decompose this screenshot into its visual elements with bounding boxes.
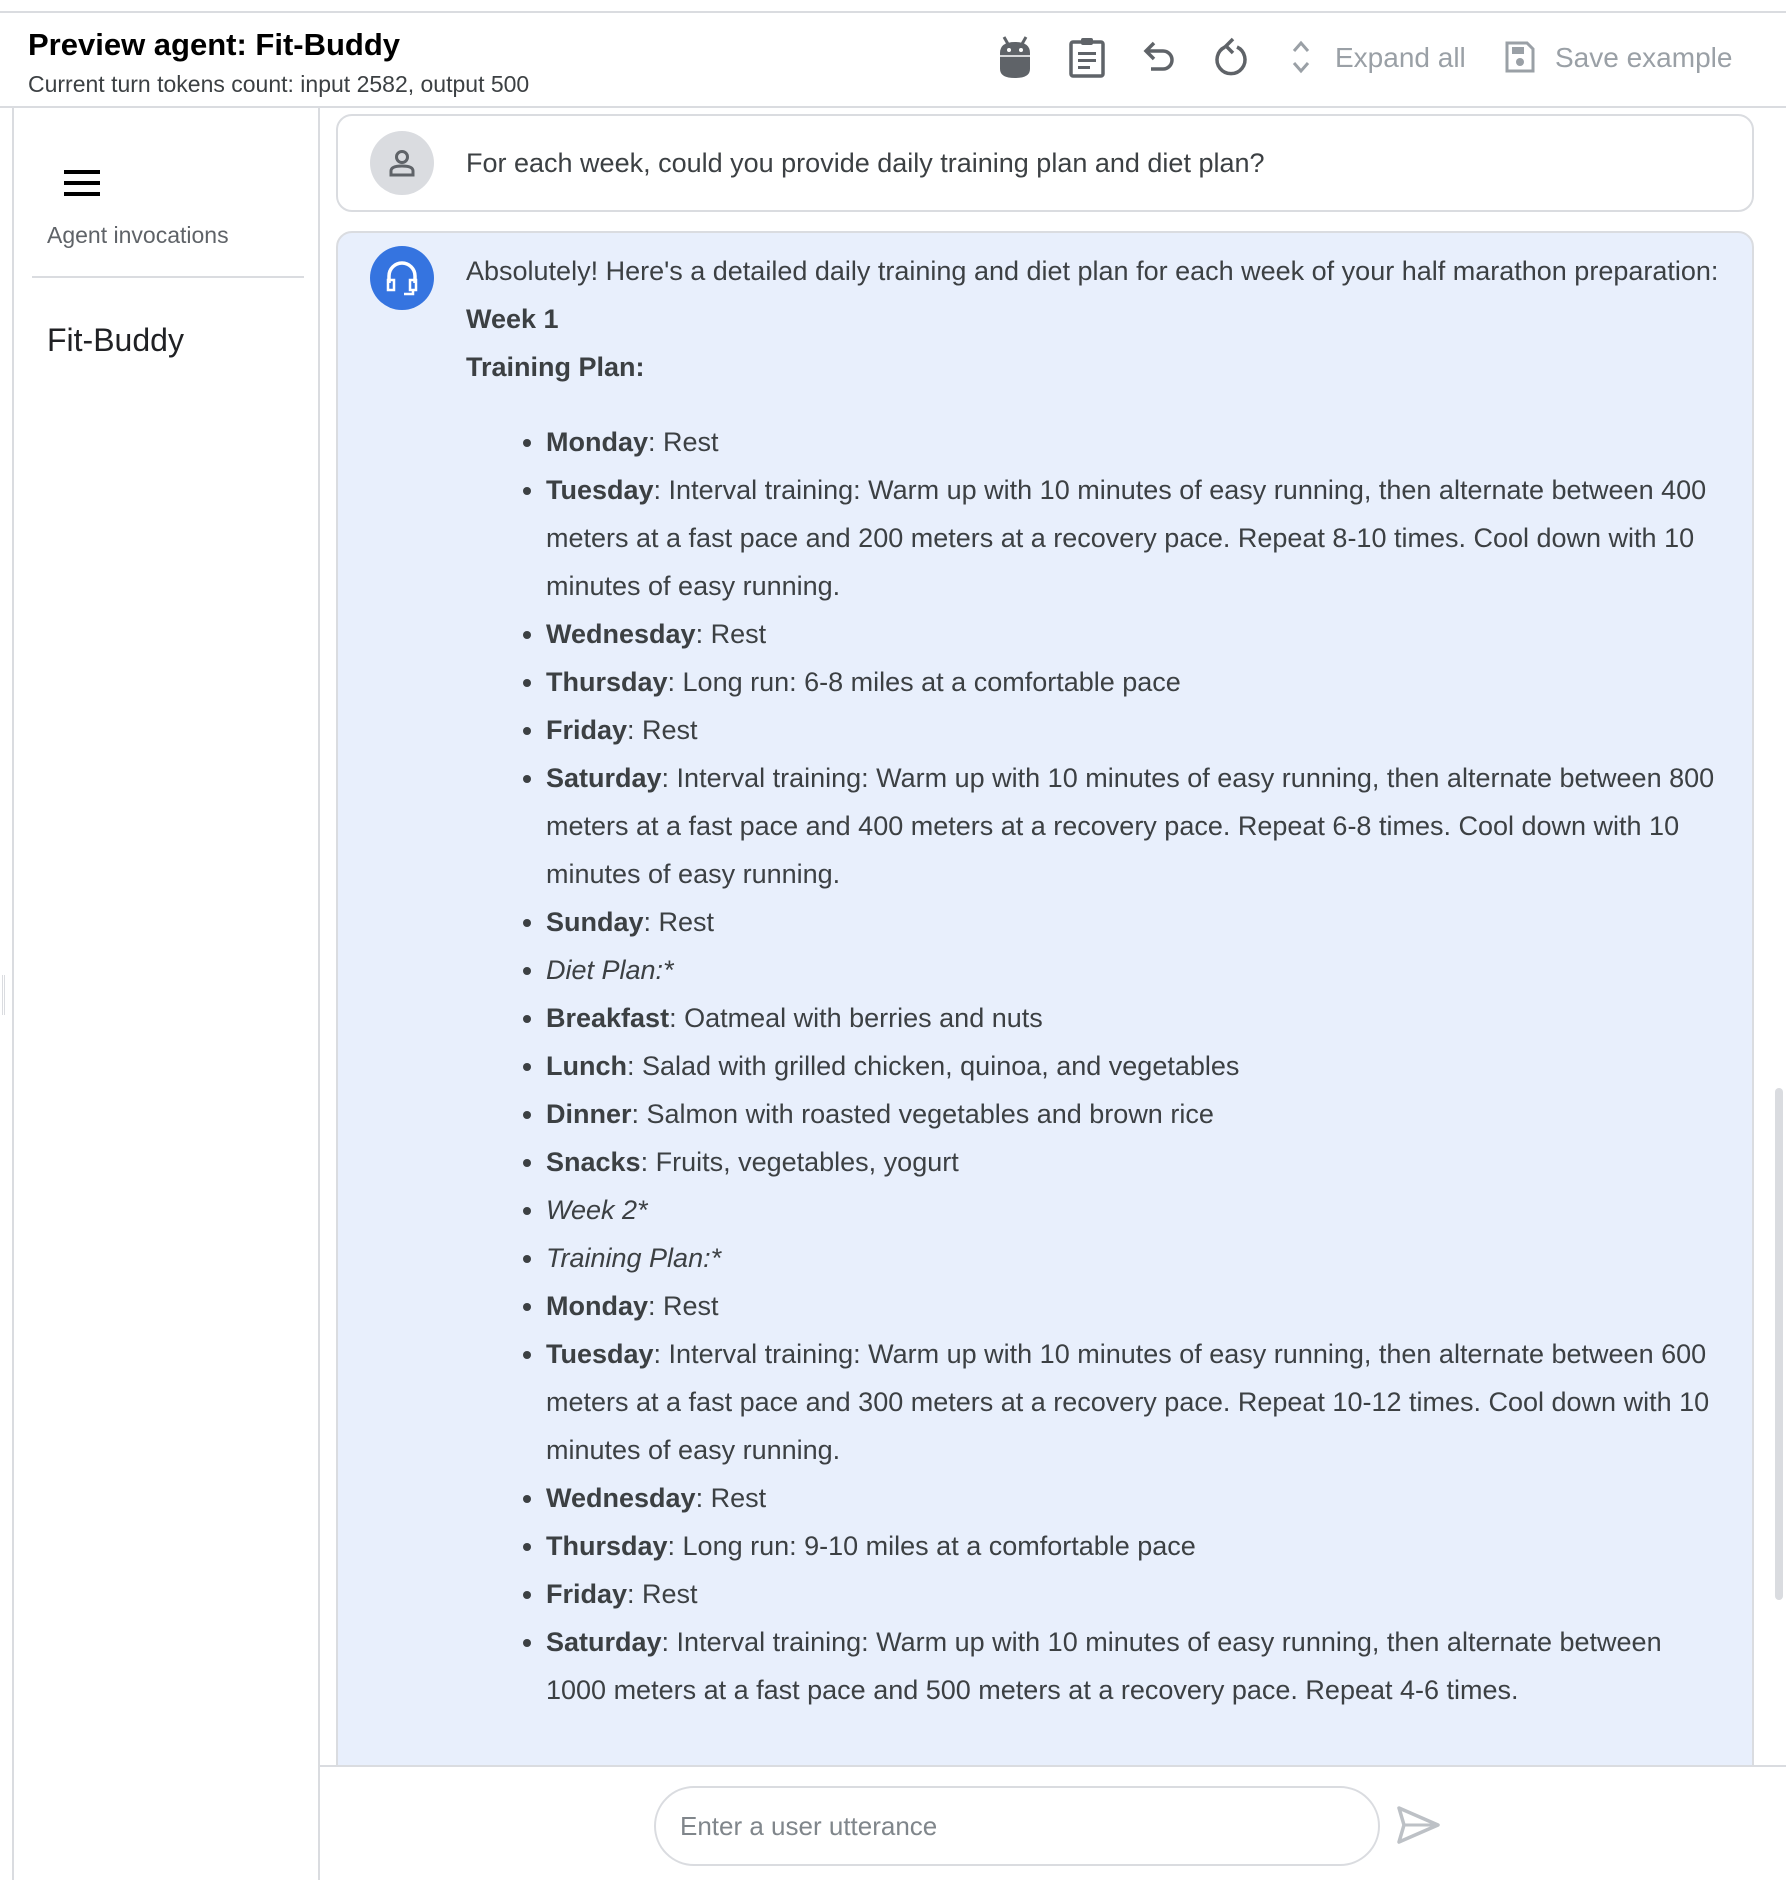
divider	[32, 276, 304, 278]
agent-message	[336, 231, 1754, 1765]
plan-list-item	[546, 1186, 1726, 1234]
plan-item-label: Thursday	[546, 667, 668, 697]
resize-handle[interactable]	[2, 975, 5, 1015]
plan-list-item	[546, 466, 1726, 610]
save-icon[interactable]	[1498, 35, 1542, 79]
user-message-text: For each week, could you provide daily training plan and diet plan?	[466, 148, 1265, 178]
page-title: Preview agent: Fit-Buddy	[28, 27, 401, 62]
expand-icon[interactable]	[1279, 35, 1323, 79]
debug-bug-icon[interactable]	[993, 35, 1037, 79]
plan-item-label: Tuesday	[546, 475, 654, 505]
plan-list-item	[546, 1330, 1726, 1474]
plan-item-text: : Rest	[648, 427, 719, 457]
plan-item-label: Wednesday	[546, 619, 696, 649]
plan-item-text: : Rest	[648, 1291, 719, 1321]
plan-list-item	[546, 1618, 1726, 1714]
plan-item-label: Snacks	[546, 1147, 641, 1177]
plan-item-label: Dinner	[546, 1099, 632, 1129]
sidebar	[12, 108, 320, 1880]
plan-item-text: : Interval training: Warm up with 10 minutes of easy running, then alternate between 400 meters at a fast pace and 200 meters at a recovery pace. Repeat 8-10 times. Cool down with 10 minutes of easy running.	[546, 475, 1707, 601]
plan-item-text: : Interval training: Warm up with 10 minutes of easy running, then alternate between 800 meters at a fast pace and 400 meters at a recovery pace. Repeat 6-8 times. Cool down with 10 minutes of easy running.	[546, 763, 1715, 889]
plan-item-label: Saturday	[546, 763, 662, 793]
plan-list-item	[546, 1138, 1726, 1186]
plan-list-item	[546, 1474, 1726, 1522]
plan-item-label: Thursday	[546, 1531, 668, 1561]
plan-item-text: : Interval training: Warm up with 10 minutes of easy running, then alternate between 1000 meters at a fast pace and 500 meters at a recovery pace. Repeat 4-6 times.	[546, 1627, 1662, 1705]
plan-subheading: Training Plan:*	[546, 1243, 722, 1273]
plan-subheading: Week 2*	[546, 1195, 648, 1225]
agent-intro: Absolutely! Here's a detailed daily training and diet plan for each week of your half marathon preparation:	[466, 256, 1719, 286]
plan-item-label: Wednesday	[546, 1483, 696, 1513]
plan-item-text: : Salmon with roasted vegetables and brown rice	[631, 1099, 1214, 1129]
plan-item-text: : Oatmeal with berries and nuts	[669, 1003, 1043, 1033]
plan-list-item	[546, 754, 1726, 898]
plan-item-label: Lunch	[546, 1051, 627, 1081]
plan-item-text: : Fruits, vegetables, yogurt	[640, 1147, 959, 1177]
send-icon[interactable]	[1396, 1805, 1442, 1845]
plan-item-label: Saturday	[546, 1627, 662, 1657]
plan-list-item	[546, 1522, 1726, 1570]
plan-list-item	[546, 418, 1726, 466]
plan-list	[466, 418, 1726, 1714]
week-heading: Week 1	[466, 304, 559, 334]
plan-item-text: : Rest	[627, 715, 698, 745]
plan-item-label: Monday	[546, 427, 649, 457]
plan-list-item	[546, 1570, 1726, 1618]
agent-invocations-label: Agent invocations	[47, 222, 229, 248]
plan-item-text: : Salad with grilled chicken, quinoa, and vegetables	[627, 1051, 1240, 1081]
plan-item-label: Friday	[546, 715, 628, 745]
plan-list-item	[546, 898, 1726, 946]
menu-icon[interactable]	[64, 170, 104, 200]
plan-list-item	[546, 946, 1726, 994]
plan-item-text: : Rest	[695, 1483, 767, 1513]
user-avatar-icon	[370, 131, 434, 195]
plan-item-text: : Rest	[627, 1579, 698, 1609]
plan-list-item	[546, 1282, 1726, 1330]
sidebar-item-fit-buddy[interactable]: Fit-Buddy	[47, 322, 184, 358]
plan-item-label: Tuesday	[546, 1339, 654, 1369]
undo-icon[interactable]	[1137, 35, 1181, 79]
reset-icon[interactable]	[1209, 35, 1253, 79]
plan-list-item	[546, 706, 1726, 754]
save-example-button[interactable]: Save example	[1555, 42, 1733, 73]
plan-list-item	[546, 994, 1726, 1042]
plan-list-item	[546, 1042, 1726, 1090]
plan-item-label: Friday	[546, 1579, 628, 1609]
agent-headset-icon	[370, 246, 434, 310]
plan-list-item	[546, 1234, 1726, 1282]
plan-list-item	[546, 1090, 1726, 1138]
token-count: Current turn tokens count: input 2582, output 500	[28, 71, 530, 97]
agent-message-body	[466, 247, 1726, 1714]
conversation-panel	[320, 110, 1786, 1765]
plan-list-item	[546, 658, 1726, 706]
composer	[320, 1765, 1786, 1880]
plan-subheading: Diet Plan:*	[546, 955, 674, 985]
plan-item-text: : Long run: 9-10 miles at a comfortable pace	[667, 1531, 1196, 1561]
plan-item-text: : Rest	[643, 907, 715, 937]
user-message	[336, 114, 1754, 212]
user-utterance-input[interactable]	[654, 1786, 1380, 1866]
plan-list-item	[546, 610, 1726, 658]
plan-item-label: Breakfast	[546, 1003, 670, 1033]
training-plan-heading: Training Plan:	[466, 352, 645, 382]
plan-item-label: Monday	[546, 1291, 649, 1321]
plan-item-text: : Long run: 6-8 miles at a comfortable pace	[667, 667, 1181, 697]
plan-item-label: Sunday	[546, 907, 644, 937]
plan-item-text: : Rest	[695, 619, 767, 649]
expand-all-button[interactable]: Expand all	[1335, 42, 1466, 73]
clipboard-icon[interactable]	[1065, 35, 1109, 79]
scrollbar[interactable]	[1775, 1088, 1783, 1600]
plan-item-text: : Interval training: Warm up with 10 minutes of easy running, then alternate between 600 meters at a fast pace and 300 meters at a recovery pace. Repeat 10-12 times. Cool down with 10 minutes of easy running.	[546, 1339, 1710, 1465]
header	[0, 13, 1786, 108]
